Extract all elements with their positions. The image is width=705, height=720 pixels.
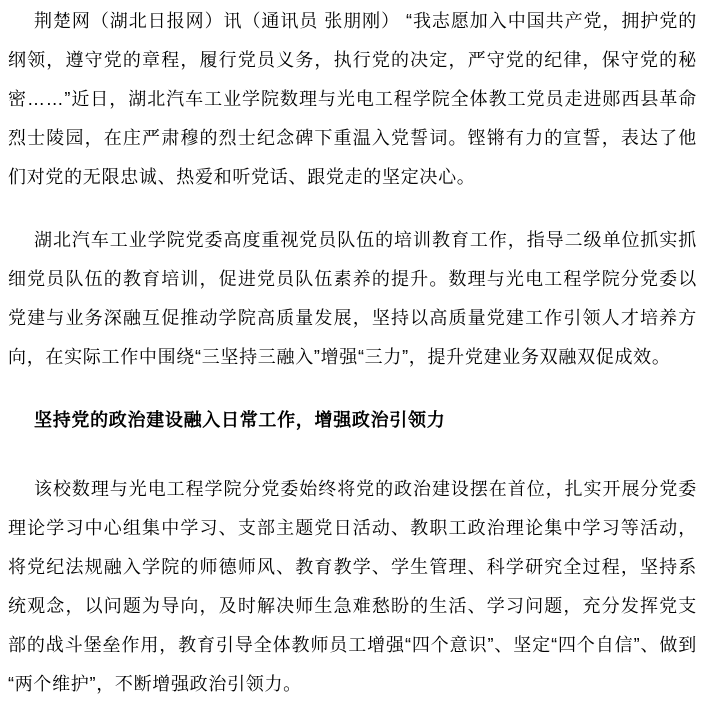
article-paragraph-overview: 湖北汽车工业学院党委高度重视党员队伍的培训教育工作，指导二级单位抓实抓细党员队伍的教育培训，促进党员队伍素养的提升。数理与光电工程学院分党委以党建与业务深融互促推动学院高质量发展，坚持以高质量党建工作引领人才培养方向，在实际工作中围绕“三坚持三融入”增强“三力”，提升党建业务双融双促成效。 [8, 230, 697, 367]
article-paragraph-detail: 该校数理与光电工程学院分党委始终将党的政治建设摆在首位，扎实开展分党委理论学习中心组集中学习、支部主题党日活动、教职工政治理论集中学习等活动，将党纪法规融入学院的师德师风、教育教学、学生管理、科学研究全过程，坚持系统观念，以问题为导向，及时解决师生急难愁盼的生活、学习问题，充分发挥党支部的战斗堡垒作用，教育引导全体教师员工增强“四个意识”、坚定“四个自信”、做到“两个维护”，不断增强政治引领力。 [8, 479, 697, 694]
section-heading: 坚持党的政治建设融入日常工作，增强政治引领力 [34, 410, 446, 430]
article-paragraph-lead: 荆楚网（湖北日报网）讯（通讯员 张朋刚） “我志愿加入中国共产党，拥护党的纲领，遵守党的章程，履行党员义务，执行党的决定，严守党的纪律，保守党的秘密……”近日，湖北汽车工业学院数理与光电工程学院全体教工党员走进郧西县革命烈士陵园，在庄严肃穆的烈士纪念碑下重温入党誓词。铿锵有力的宣誓，表达了他们对党的无限忠诚、热爱和听党话、跟党走的坚定决心。 [8, 11, 697, 187]
